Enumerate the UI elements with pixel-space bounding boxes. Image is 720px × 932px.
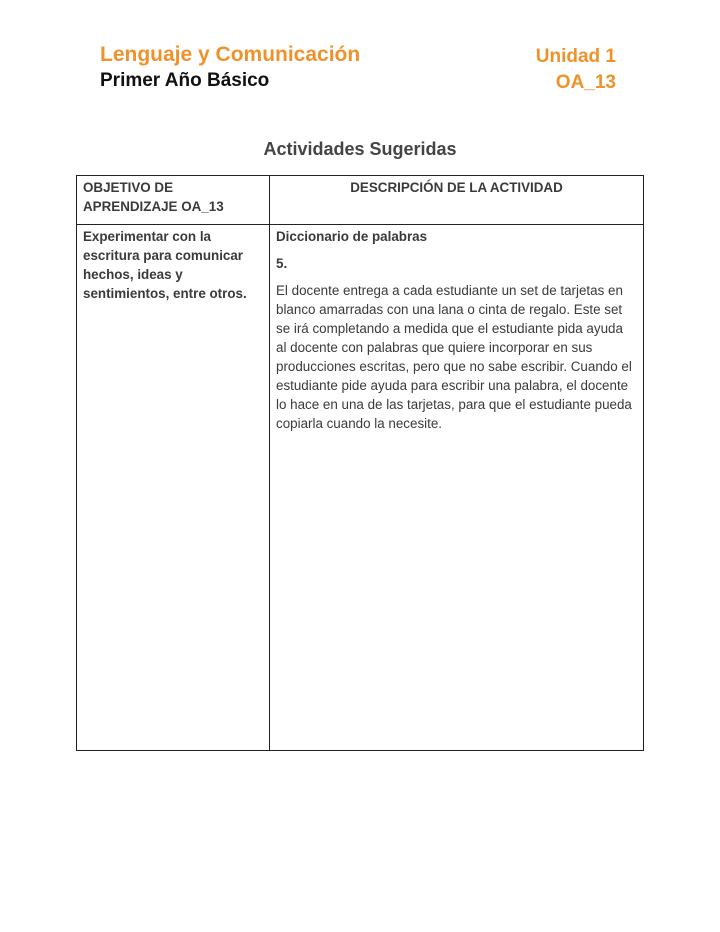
unit-label: Unidad 1 bbox=[535, 46, 616, 67]
section-title: Actividades Sugeridas bbox=[263, 139, 457, 159]
course-title: Primer Año Básico bbox=[100, 70, 270, 91]
subject-title: Lenguaje y Comunicación bbox=[100, 43, 361, 66]
activity-table bbox=[76, 175, 644, 751]
document-header-left bbox=[100, 42, 360, 94]
document-header-right bbox=[536, 44, 616, 96]
objective-cell: Experimentar con la escritura para comunicar hechos, ideas y sentimientos, entre otros. bbox=[77, 225, 270, 751]
table-row bbox=[77, 225, 644, 751]
oa-label: OA_13 bbox=[555, 72, 616, 93]
description-header: DESCRIPCIÓN DE LA ACTIVIDAD bbox=[270, 176, 644, 225]
description-cell bbox=[270, 225, 644, 751]
activity-description: El docente entrega a cada estudiante un set de tarjetas en blanco amarradas con una lana o cinta de regalo. Este set se irá completando a medida que el estudiante pida ayuda al docente con palabras que quiere incorporar en sus producciones escritas, pero que no sabe escribir. Cuando el estudiante pide ayuda para escribir una palabra, el docente lo hace en una de las tarjetas, para que el estudiante pueda copiarla cuando la necesite. bbox=[276, 283, 632, 431]
activity-number: 5. bbox=[276, 256, 288, 271]
table-header-row bbox=[77, 176, 644, 225]
activity-title: Diccionario de palabras bbox=[276, 229, 428, 244]
objective-header: OBJETIVO DE APRENDIZAJE OA_13 bbox=[77, 176, 270, 225]
